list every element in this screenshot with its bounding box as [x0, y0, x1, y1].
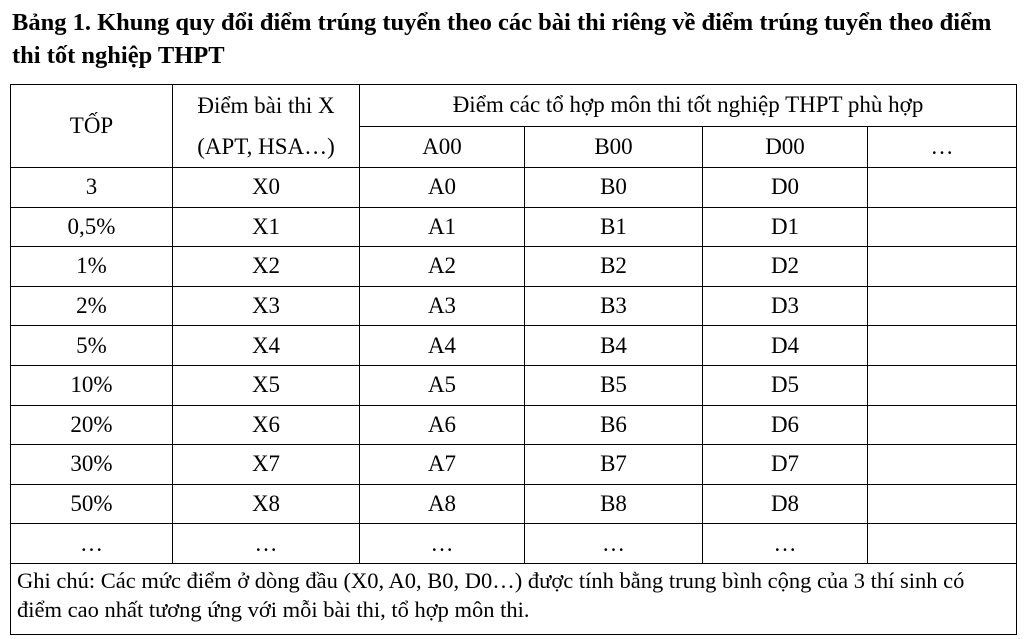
cell-a00: A8	[360, 484, 525, 524]
cell-exam-x: X6	[173, 405, 360, 445]
cell-more	[868, 524, 1017, 564]
cell-top: 3	[11, 168, 173, 208]
cell-a00: A7	[360, 445, 525, 485]
cell-top: 1%	[11, 247, 173, 287]
cell-more	[868, 326, 1017, 366]
cell-exam-x: X0	[173, 168, 360, 208]
cell-d00: D4	[703, 326, 868, 366]
cell-exam-x: X3	[173, 286, 360, 326]
table-row	[11, 207, 1017, 247]
cell-b00: B8	[525, 484, 703, 524]
cell-a00: A2	[360, 247, 525, 287]
cell-d00: D0	[703, 168, 868, 208]
header-top: TỐP	[11, 85, 173, 168]
cell-d00: …	[703, 524, 868, 564]
table-row	[11, 168, 1017, 208]
cell-top: 30%	[11, 445, 173, 485]
header-exam-x	[173, 85, 360, 168]
cell-more	[868, 484, 1017, 524]
table-row	[11, 286, 1017, 326]
cell-top: 0,5%	[11, 207, 173, 247]
cell-top: 50%	[11, 484, 173, 524]
cell-d00: D6	[703, 405, 868, 445]
cell-top: 10%	[11, 365, 173, 405]
table-row	[11, 365, 1017, 405]
table-row	[11, 524, 1017, 564]
table-row	[11, 484, 1017, 524]
cell-exam-x: X2	[173, 247, 360, 287]
cell-b00: B7	[525, 445, 703, 485]
cell-exam-x: X5	[173, 365, 360, 405]
table-row	[11, 326, 1017, 366]
note-row	[11, 563, 1017, 634]
header-combo-d00: D00	[703, 126, 868, 168]
header-exam-x-line2: (APT, HSA…)	[197, 134, 335, 159]
cell-b00: B4	[525, 326, 703, 366]
cell-more	[868, 247, 1017, 287]
header-row-1	[11, 85, 1017, 127]
cell-more	[868, 168, 1017, 208]
cell-d00: D7	[703, 445, 868, 485]
cell-d00: D3	[703, 286, 868, 326]
cell-b00: B2	[525, 247, 703, 287]
cell-b00: …	[525, 524, 703, 564]
cell-a00: A6	[360, 405, 525, 445]
cell-a00: …	[360, 524, 525, 564]
cell-more	[868, 365, 1017, 405]
cell-a00: A4	[360, 326, 525, 366]
cell-more	[868, 286, 1017, 326]
header-combo-a00: A00	[360, 126, 525, 168]
table-row	[11, 405, 1017, 445]
cell-top: 5%	[11, 326, 173, 366]
cell-d00: D5	[703, 365, 868, 405]
table-row	[11, 247, 1017, 287]
header-exam-x-line1: Điểm bài thi X	[197, 93, 335, 118]
cell-top: …	[11, 524, 173, 564]
cell-a00: A1	[360, 207, 525, 247]
cell-exam-x: X8	[173, 484, 360, 524]
cell-more	[868, 445, 1017, 485]
header-combos-group: Điểm các tổ hợp môn thi tốt nghiệp THPT phù hợp	[360, 85, 1017, 127]
cell-exam-x: X7	[173, 445, 360, 485]
cell-b00: B1	[525, 207, 703, 247]
cell-exam-x: …	[173, 524, 360, 564]
table-note: Ghi chú: Các mức điểm ở dòng đầu (X0, A0, B0, D0…) được tính bằng trung bình cộng của 3 thí sinh có điểm cao nhất tương ứng với mỗi bài thi, tổ hợp môn thi.	[11, 563, 1017, 634]
table-title: Bảng 1. Khung quy đổi điểm trúng tuyển theo các bài thi riêng về điểm trúng tuyển theo điểm thi tốt nghiệp THPT	[12, 9, 992, 69]
cell-d00: D1	[703, 207, 868, 247]
cell-d00: D2	[703, 247, 868, 287]
cell-b00: B3	[525, 286, 703, 326]
score-conversion-table	[10, 84, 1017, 635]
header-combo-more: …	[868, 126, 1017, 168]
table-row	[11, 445, 1017, 485]
cell-more	[868, 405, 1017, 445]
cell-b00: B0	[525, 168, 703, 208]
cell-b00: B5	[525, 365, 703, 405]
cell-more	[868, 207, 1017, 247]
cell-d00: D8	[703, 484, 868, 524]
cell-exam-x: X1	[173, 207, 360, 247]
cell-a00: A3	[360, 286, 525, 326]
cell-b00: B6	[525, 405, 703, 445]
cell-exam-x: X4	[173, 326, 360, 366]
header-combo-b00: B00	[525, 126, 703, 168]
cell-a00: A0	[360, 168, 525, 208]
cell-a00: A5	[360, 365, 525, 405]
cell-top: 2%	[11, 286, 173, 326]
cell-top: 20%	[11, 405, 173, 445]
